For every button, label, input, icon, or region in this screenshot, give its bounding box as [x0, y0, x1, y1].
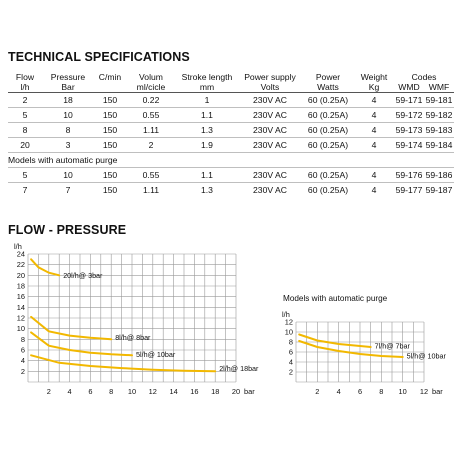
purge-models-label: Models with automatic purge [8, 153, 454, 168]
cell-wmd: 59-174 [394, 138, 424, 153]
cell-power-supply: 230V AC [238, 123, 302, 138]
y-tick-label: 24 [16, 249, 25, 259]
x-tick-label: 16 [190, 387, 199, 396]
y-tick-label: 22 [16, 260, 25, 270]
cell-cmin: 150 [94, 123, 126, 138]
x-tick-label: 12 [419, 387, 429, 396]
cell-pressure: 10 [42, 168, 94, 183]
y-tick-label: 12 [284, 317, 293, 327]
y-tick-label: 6 [288, 347, 293, 357]
x-tick-label: 2 [315, 387, 320, 396]
cell-stroke: 1.1 [176, 108, 238, 123]
cell-power-supply: 230V AC [238, 93, 302, 108]
header-cmin: C/min [98, 72, 122, 82]
x-tick-label: 14 [169, 387, 178, 396]
cell-wmf: 59-184 [424, 138, 454, 153]
x-axis-label: bar [432, 387, 443, 396]
header-power-supply-unit: Volts [260, 82, 280, 92]
cell-pressure: 3 [42, 138, 94, 153]
y-tick-label: 12 [16, 313, 25, 323]
cell-wmf: 59-183 [424, 123, 454, 138]
x-axis-label: bar [244, 387, 255, 396]
y-tick-label: 2 [20, 366, 25, 376]
y-axis-label: l/h [282, 310, 290, 319]
y-tick-label: 10 [16, 324, 25, 334]
cell-weight: 4 [354, 93, 394, 108]
cell-wmd: 59-177 [394, 183, 424, 198]
y-tick-label: 6 [20, 345, 25, 355]
y-axis-label: l/h [14, 242, 22, 251]
cell-cmin: 150 [94, 168, 126, 183]
header-power: Power [315, 72, 341, 82]
cell-stroke: 1.1 [176, 168, 238, 183]
header-flow: Flow [15, 72, 35, 82]
series-curve [31, 355, 215, 371]
header-weight: Weight [360, 72, 388, 82]
cell-stroke: 1.3 [176, 123, 238, 138]
x-tick-label: 8 [109, 387, 114, 396]
cell-power: 60 (0.25A) [302, 123, 354, 138]
cell-power: 60 (0.25A) [302, 183, 354, 198]
header-weight-unit: Kg [368, 82, 380, 92]
series-curve [31, 259, 59, 275]
y-tick-label: 18 [16, 281, 25, 291]
series-label: 7l/h@ 7bar [374, 341, 410, 351]
cell-power: 60 (0.25A) [302, 108, 354, 123]
cell-pressure: 7 [42, 183, 94, 198]
cell-power: 60 (0.25A) [302, 93, 354, 108]
x-tick-label: 2 [46, 387, 51, 396]
cell-stroke: 1.3 [176, 183, 238, 198]
header-wmd: WMD [398, 82, 420, 92]
cell-cmin: 150 [94, 183, 126, 198]
series-label: 8l/h@ 8bar [115, 332, 151, 342]
cell-wmd: 59-173 [394, 123, 424, 138]
header-pressure-unit: Bar [61, 82, 75, 92]
cell-weight: 4 [354, 138, 394, 153]
x-tick-label: 20 [231, 387, 241, 396]
cell-volum: 0.55 [126, 168, 176, 183]
cell-wmf: 59-186 [424, 168, 454, 183]
x-tick-label: 10 [127, 387, 137, 396]
cell-flow: 8 [8, 123, 42, 138]
cell-flow: 20 [8, 138, 42, 153]
cell-flow: 7 [8, 183, 42, 198]
header-volum-unit: ml/cicle [136, 82, 166, 92]
cell-wmd: 59-176 [394, 168, 424, 183]
cell-cmin: 150 [94, 108, 126, 123]
x-tick-label: 18 [211, 387, 220, 396]
y-tick-label: 4 [20, 356, 25, 366]
y-tick-label: 14 [16, 302, 25, 312]
y-tick-label: 2 [288, 367, 293, 377]
chart-grid [296, 322, 424, 382]
x-tick-label: 10 [398, 387, 407, 396]
x-tick-label: 4 [336, 387, 341, 396]
header-volum: Volum [139, 72, 163, 82]
cell-weight: 4 [354, 168, 394, 183]
cell-wmd: 59-172 [394, 108, 424, 123]
cell-wmf: 59-182 [424, 108, 454, 123]
x-tick-label: 12 [148, 387, 157, 396]
series-label: 5l/h@ 10bar [406, 351, 446, 361]
chart-panel-1 [14, 242, 259, 396]
y-tick-label: 4 [288, 357, 293, 367]
series-label: 2l/h@ 18bar [219, 363, 259, 373]
cell-weight: 4 [354, 123, 394, 138]
spec-title: TECHNICAL SPECIFICATIONS [8, 50, 190, 64]
cell-pressure: 18 [42, 93, 94, 108]
cell-cmin: 150 [94, 138, 126, 153]
cell-flow: 5 [8, 108, 42, 123]
y-tick-label: 16 [16, 292, 25, 302]
header-codes: Codes [411, 72, 437, 82]
x-tick-label: 8 [379, 387, 384, 396]
header-wmf: WMF [428, 82, 450, 92]
x-tick-label: 6 [357, 387, 363, 396]
cell-wmf: 59-187 [424, 183, 454, 198]
cell-stroke: 1.9 [176, 138, 238, 153]
x-tick-label: 4 [67, 387, 72, 396]
cell-wmf: 59-181 [424, 93, 454, 108]
header-stroke: Stroke length [181, 72, 233, 82]
y-tick-label: 8 [20, 334, 25, 344]
cell-volum: 1.11 [126, 183, 176, 198]
series-label: 20l/h@ 3bar [63, 270, 103, 280]
cell-power-supply: 230V AC [238, 108, 302, 123]
header-flow-unit: l/h [20, 82, 30, 92]
cell-power-supply: 230V AC [238, 168, 302, 183]
header-power-supply: Power supply [244, 72, 296, 82]
purge-chart-title: Models with automatic purge [283, 294, 388, 303]
cell-volum: 0.22 [126, 93, 176, 108]
cell-pressure: 10 [42, 108, 94, 123]
series-label: 5l/h@ 10bar [136, 349, 176, 359]
cell-flow: 5 [8, 168, 42, 183]
y-tick-label: 8 [288, 337, 293, 347]
chart-panel-2 [282, 310, 447, 396]
y-tick-label: 10 [284, 327, 293, 337]
series-curve [31, 317, 111, 339]
cell-volum: 0.55 [126, 108, 176, 123]
cell-weight: 4 [354, 108, 394, 123]
cell-power-supply: 230V AC [238, 138, 302, 153]
cell-weight: 4 [354, 183, 394, 198]
cell-flow: 2 [8, 93, 42, 108]
flow-pressure-title: FLOW - PRESSURE [8, 223, 127, 237]
cell-stroke: 1 [176, 93, 238, 108]
header-pressure: Pressure [50, 72, 86, 82]
x-tick-label: 6 [88, 387, 93, 396]
y-tick-label: 20 [16, 270, 25, 280]
cell-volum: 2 [126, 138, 176, 153]
header-power-unit: Watts [317, 82, 339, 92]
cell-power: 60 (0.25A) [302, 138, 354, 153]
cell-wmd: 59-171 [394, 93, 424, 108]
cell-power-supply: 230V AC [238, 183, 302, 198]
cell-pressure: 8 [42, 123, 94, 138]
header-stroke-unit: mm [199, 82, 215, 92]
cell-cmin: 150 [94, 93, 126, 108]
cell-volum: 1.11 [126, 123, 176, 138]
cell-power: 60 (0.25A) [302, 168, 354, 183]
